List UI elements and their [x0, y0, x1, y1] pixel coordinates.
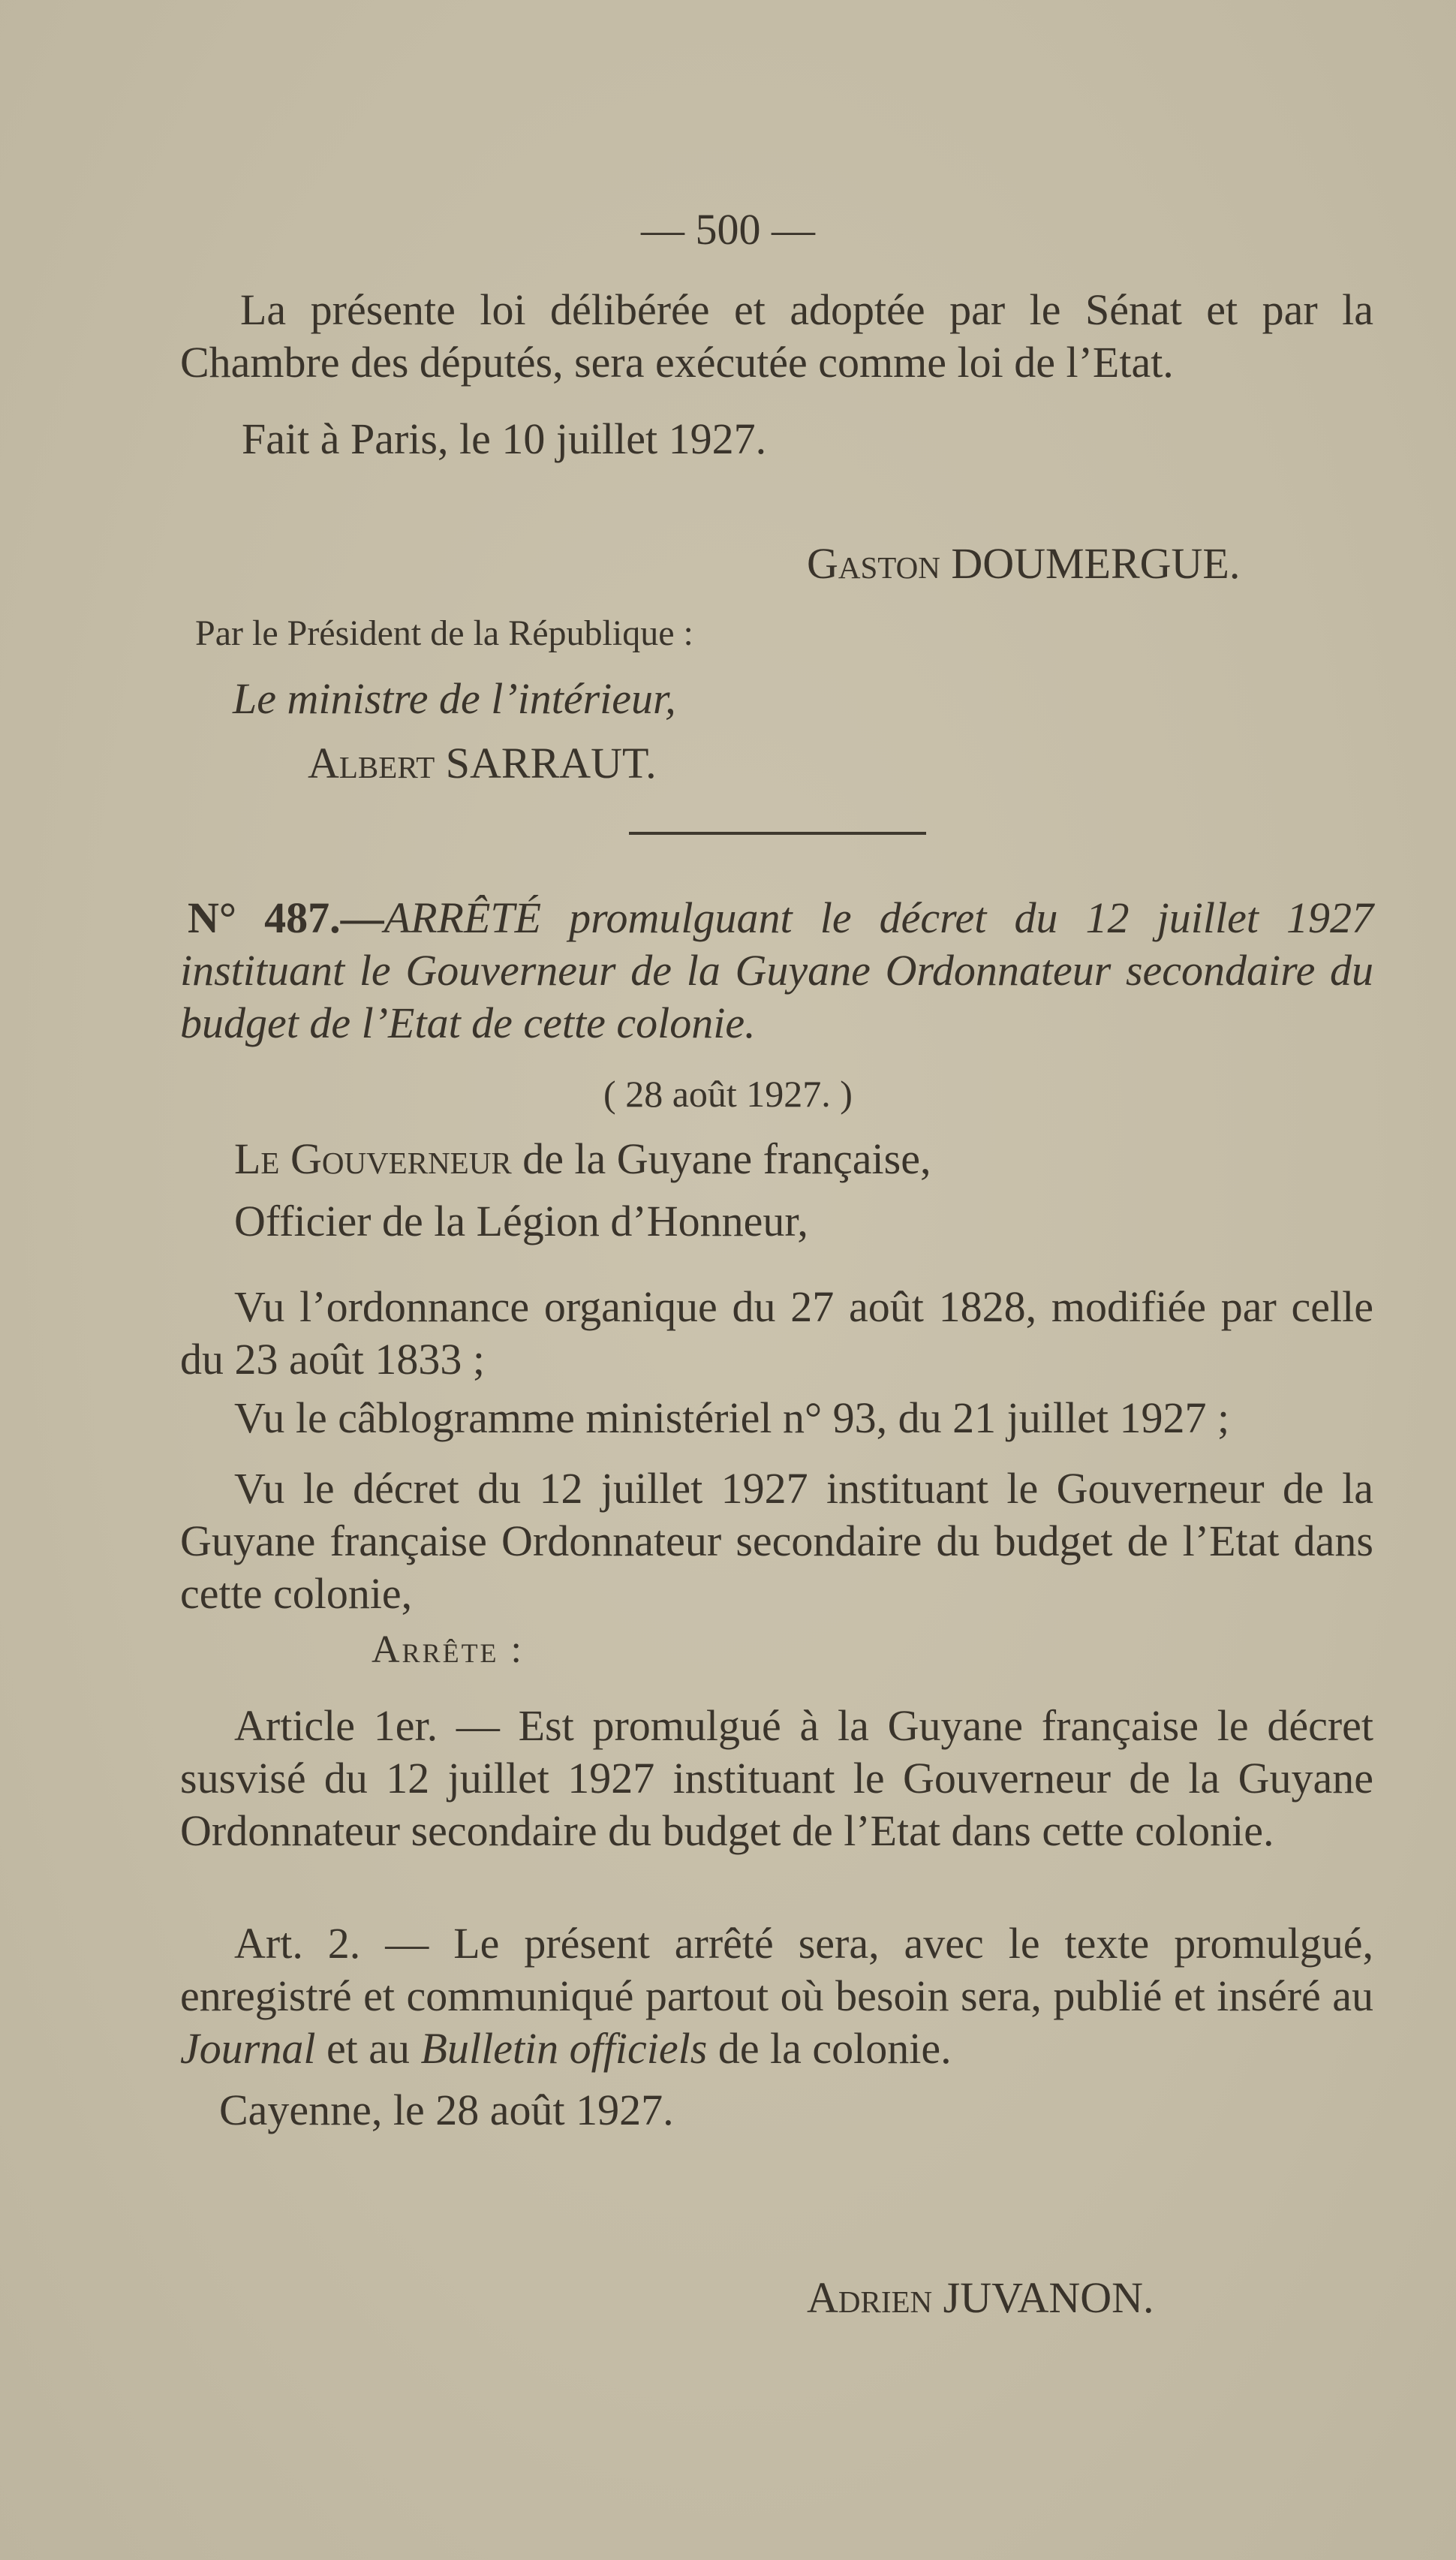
law-done-at: Fait à Paris, le 10 juillet 1927.: [242, 414, 767, 463]
arrete-label: Arrête :: [372, 1628, 524, 1671]
article-2-text-b: et au: [315, 2024, 421, 2073]
issuer-title: Le Gouverneur: [234, 1134, 512, 1183]
arrete-heading: [180, 892, 1373, 1050]
by-president-line: Par le Président de la République :: [195, 613, 693, 653]
arrete-number: N° 487.—: [188, 893, 384, 942]
vu-cablogramme: Vu le câblogramme ministériel n° 93, du 21 juillet 1927 ;: [234, 1393, 1230, 1442]
arrete-title: ARRÊTÉ promulguant le décret du 12 juillet 1927 instituant le Gouverneur de la Guyane Ordonnateur secondaire du budget de l’Etat de cette colonie.: [180, 893, 1373, 1047]
article-2: [180, 1917, 1373, 2075]
issuer-rest: de la Guyane française,: [522, 1134, 931, 1183]
minister-title: Le ministre de l’intérieur,: [233, 674, 676, 723]
governor-signature: Adrien JUVANON.: [807, 2273, 1154, 2322]
article-1: Article 1er. — Est promulgué à la Guyane française le décret susvisé du 12 juillet 1927 instituant le Gouverneur de la Guyane Ordonnateur secondaire du budget de l’Etat dans cette colonie.: [180, 1701, 1373, 1855]
arrete-date: ( 28 août 1927. ): [603, 1073, 853, 1115]
vu-ordonnance: Vu l’ordonnance organique du 27 août 1828, modifiée par celle du 23 août 1833 ;: [180, 1282, 1373, 1384]
issuer-line: [234, 1134, 931, 1183]
minister-name: Albert SARRAUT.: [308, 739, 657, 788]
honor-line: Officier de la Légion d’Honneur,: [234, 1197, 808, 1245]
president-signature: Gaston DOUMERGUE.: [807, 539, 1241, 588]
article-2-text-a: Art. 2. — Le présent arrêté sera, avec le texte promulgué, enregistré et communiqué partout où besoin sera, publié et inséré au: [180, 1919, 1373, 2020]
section-divider: [629, 832, 926, 835]
place-date: Cayenne, le 28 août 1927.: [219, 2086, 674, 2134]
article-2-bulletin: Bulletin officiels: [420, 2024, 708, 2073]
page-number: — 500 —: [641, 205, 815, 254]
law-closing-paragraph: La présente loi délibérée et adoptée par le Sénat et par la Chambre des députés, sera exécutée comme loi de l’Etat.: [180, 285, 1373, 387]
article-2-text-c: de la colonie.: [707, 2024, 952, 2073]
article-2-journal: Journal: [180, 2024, 316, 2073]
vu-decret: Vu le décret du 12 juillet 1927 instituant le Gouverneur de la Guyane française Ordonnateur secondaire du budget de l’Etat dans cette colonie,: [180, 1464, 1373, 1618]
